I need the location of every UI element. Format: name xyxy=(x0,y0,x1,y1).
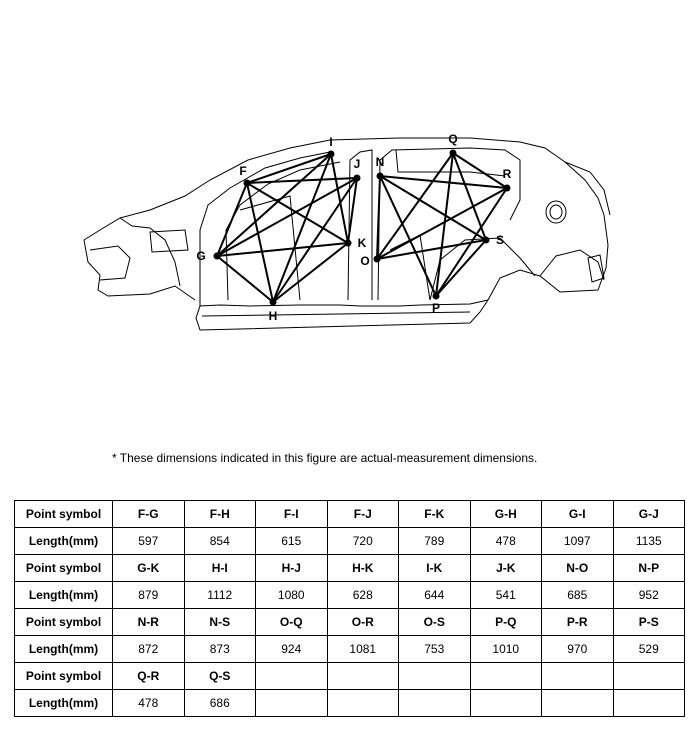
point-symbol-cell: G-K xyxy=(113,555,185,582)
length-cell: 1081 xyxy=(327,636,399,663)
point-symbol-cell: N-O xyxy=(542,555,614,582)
point-n-marker xyxy=(377,173,384,180)
measurement-line-q-s xyxy=(453,153,486,240)
length-header: Length(mm) xyxy=(15,528,113,555)
point-q-label: Q xyxy=(448,132,458,146)
measurement-line-n-r xyxy=(380,176,507,188)
point-symbol-cell xyxy=(256,663,328,690)
length-cell xyxy=(613,690,685,717)
point-symbol-cell: O-S xyxy=(399,609,471,636)
point-symbol-cell: P-S xyxy=(613,609,685,636)
length-cell: 685 xyxy=(542,582,614,609)
point-symbol-cell: F-I xyxy=(256,501,328,528)
length-cell: 1112 xyxy=(184,582,256,609)
point-s-marker xyxy=(483,237,490,244)
length-cell: 597 xyxy=(113,528,185,555)
point-f-label: F xyxy=(239,164,247,178)
point-symbol-cell: H-I xyxy=(184,555,256,582)
point-symbol-header: Point symbol xyxy=(15,501,113,528)
length-cell: 970 xyxy=(542,636,614,663)
length-cell: 789 xyxy=(399,528,471,555)
point-symbol-cell: O-R xyxy=(327,609,399,636)
point-i-marker xyxy=(328,151,335,158)
length-row xyxy=(15,636,685,663)
point-symbol-cell: H-K xyxy=(327,555,399,582)
point-symbol-cell: O-Q xyxy=(256,609,328,636)
point-symbol-cell: F-J xyxy=(327,501,399,528)
point-r-marker xyxy=(504,185,511,192)
length-cell: 1135 xyxy=(613,528,685,555)
point-symbol-row xyxy=(15,501,685,528)
point-k-marker xyxy=(345,240,352,247)
measurement-line-f-i xyxy=(247,154,331,183)
measurement-note: * These dimensions indicated in this figure are actual-measurement dimensions. xyxy=(112,451,538,465)
length-cell: 686 xyxy=(184,690,256,717)
point-symbol-cell: F-G xyxy=(113,501,185,528)
point-f-marker xyxy=(244,180,251,187)
point-symbol-cell: F-H xyxy=(184,501,256,528)
point-o-label: O xyxy=(360,254,370,268)
length-cell: 872 xyxy=(113,636,185,663)
length-cell: 628 xyxy=(327,582,399,609)
length-cell xyxy=(256,690,328,717)
length-cell xyxy=(327,690,399,717)
point-symbol-cell: N-S xyxy=(184,609,256,636)
length-cell xyxy=(542,690,614,717)
point-g-marker xyxy=(214,253,221,260)
point-p-marker xyxy=(433,293,440,300)
point-k-label: K xyxy=(357,236,367,250)
point-i-label: I xyxy=(329,135,333,149)
point-symbol-header: Point symbol xyxy=(15,663,113,690)
length-cell: 924 xyxy=(256,636,328,663)
point-r-label: R xyxy=(502,167,512,181)
length-header: Length(mm) xyxy=(15,690,113,717)
length-cell: 879 xyxy=(113,582,185,609)
point-g-label: G xyxy=(196,249,206,263)
point-s-label: S xyxy=(495,233,505,247)
point-j-marker xyxy=(354,175,361,182)
point-symbol-header: Point symbol xyxy=(15,555,113,582)
point-j-label: J xyxy=(353,157,361,171)
length-row xyxy=(15,528,685,555)
point-q-marker xyxy=(450,150,457,157)
point-symbol-cell xyxy=(613,663,685,690)
length-header: Length(mm) xyxy=(15,582,113,609)
length-row xyxy=(15,690,685,717)
point-p-label: P xyxy=(431,301,441,315)
point-symbol-cell: N-P xyxy=(613,555,685,582)
point-symbol-row xyxy=(15,663,685,690)
point-symbol-cell: G-H xyxy=(470,501,542,528)
point-symbol-row xyxy=(15,609,685,636)
point-symbol-header: Point symbol xyxy=(15,609,113,636)
measurement-table xyxy=(14,500,685,717)
length-cell: 478 xyxy=(113,690,185,717)
point-symbol-cell xyxy=(470,663,542,690)
point-symbol-cell: P-R xyxy=(542,609,614,636)
point-symbol-cell xyxy=(399,663,471,690)
point-symbol-cell: G-J xyxy=(613,501,685,528)
point-symbol-cell xyxy=(327,663,399,690)
point-symbol-cell: G-I xyxy=(542,501,614,528)
length-cell xyxy=(470,690,542,717)
length-cell: 644 xyxy=(399,582,471,609)
point-n-label: N xyxy=(375,155,385,169)
point-o-marker xyxy=(374,256,381,263)
length-row xyxy=(15,582,685,609)
point-symbol-cell xyxy=(542,663,614,690)
length-cell: 1080 xyxy=(256,582,328,609)
point-symbol-cell: H-J xyxy=(256,555,328,582)
point-h-label: H xyxy=(268,309,278,323)
length-cell: 1010 xyxy=(470,636,542,663)
length-cell: 753 xyxy=(399,636,471,663)
point-symbol-cell: J-K xyxy=(470,555,542,582)
point-symbol-cell: Q-R xyxy=(113,663,185,690)
point-h-marker xyxy=(270,299,277,306)
point-symbol-cell: I-K xyxy=(399,555,471,582)
point-symbol-cell: N-R xyxy=(113,609,185,636)
length-cell: 720 xyxy=(327,528,399,555)
length-cell: 854 xyxy=(184,528,256,555)
measurement-lines xyxy=(217,153,507,302)
measurement-line-i-k xyxy=(331,154,348,243)
length-cell: 615 xyxy=(256,528,328,555)
length-cell: 873 xyxy=(184,636,256,663)
point-symbol-row xyxy=(15,555,685,582)
length-cell xyxy=(399,690,471,717)
length-cell: 478 xyxy=(470,528,542,555)
point-symbol-cell: P-Q xyxy=(470,609,542,636)
length-cell: 1097 xyxy=(542,528,614,555)
length-cell: 541 xyxy=(470,582,542,609)
point-symbol-cell: Q-S xyxy=(184,663,256,690)
point-symbol-cell: F-K xyxy=(399,501,471,528)
length-cell: 952 xyxy=(613,582,685,609)
length-header: Length(mm) xyxy=(15,636,113,663)
length-cell: 529 xyxy=(613,636,685,663)
